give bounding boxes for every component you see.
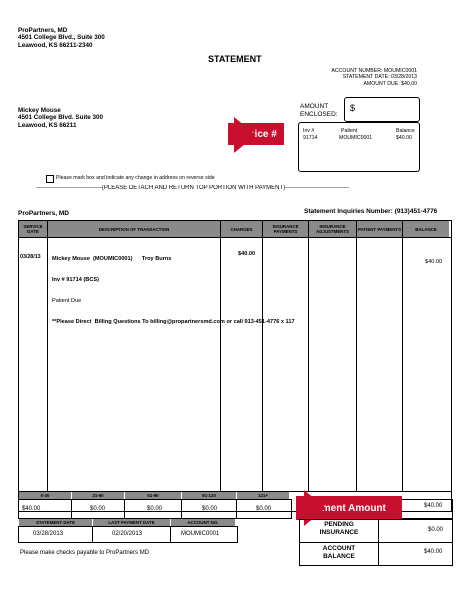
header-charges: CHARGES	[221, 221, 262, 237]
row-description-line2: Inv # 91714 (BCS)	[52, 277, 99, 283]
pending-insurance-label	[302, 521, 376, 536]
balance-label-line2: BALANCE	[323, 552, 355, 560]
recipient-address-line1: 4501 College Blvd. Suite 300	[18, 114, 104, 122]
row-description-line1: Mickey Mouse (MOUMIC0001) Troy Burns	[52, 256, 172, 262]
footer-account-no: MOUMIC0001	[181, 531, 220, 537]
pending-insurance-value: $0.00	[428, 527, 444, 533]
provider-name: ProPartners, MD	[18, 210, 69, 217]
account-number: MOUMIC0001	[383, 68, 417, 74]
pending-label-line1: PENDING	[324, 521, 354, 528]
account-info	[312, 68, 417, 87]
footer-header-statement-date: STATEMENT DATE	[19, 519, 92, 526]
balance-label-line1: ACCOUNT	[322, 545, 356, 552]
total-due-value: $40.00	[424, 503, 443, 509]
payment-arrow-annotation	[296, 496, 402, 520]
account-number-label: ACCOUNT NUMBER:	[331, 68, 383, 74]
column-divider	[308, 220, 309, 491]
header-service-date: SERVICE DATE	[19, 221, 47, 237]
invoice-balance: $40.00	[396, 135, 412, 141]
amount-enclosed-field[interactable]	[344, 97, 420, 122]
header-insurance-adjustments: INSURANCE ADJUSTMENTS	[309, 221, 356, 237]
amount-enclosed-label	[300, 103, 338, 119]
address-change-note: Please mark box and indicate any change in address on reverse side	[56, 175, 215, 181]
aging-divider	[181, 499, 182, 518]
statement-date: 03/28/2013	[391, 74, 417, 81]
aging-header-0-30: 0-30	[19, 492, 71, 499]
aging-header-31-60: 31-60	[72, 492, 124, 499]
row-description-line4: **Please Direct Billing Questions To billing@propartnersmd.com or call 913-451-4776 x 117	[52, 319, 295, 325]
header-insurance-payments: INSURANCE PAYMENTS	[263, 221, 308, 237]
recipient-address	[18, 107, 103, 129]
account-balance-label	[302, 545, 376, 560]
payable-note: Please make checks payable to ProPartners MD	[20, 550, 150, 556]
footer-last-payment-date: 02/20/2013	[112, 531, 143, 537]
footer-header-last-payment: LAST PAYMENT DATE	[93, 519, 170, 526]
column-divider	[402, 220, 403, 491]
invoice-box	[298, 122, 420, 172]
sender-address-line1: 4501 College Blvd., Suite 300	[18, 34, 105, 42]
aging-value-91-120: $0.00	[202, 506, 218, 512]
amount-due-label: AMOUNT DUE:	[363, 80, 400, 87]
aging-header-61-90: 61-90	[125, 492, 181, 499]
footer-header-account-no: ACCOUNT NO.	[171, 519, 235, 526]
aging-header-121-plus: 121+	[237, 492, 289, 499]
statement-date-label: STATEMENT DATE:	[342, 74, 390, 81]
invoice-col-inv: Inv #	[303, 128, 315, 134]
invoice-col-patient: Patient	[341, 128, 358, 134]
row-description-line3: Patient Due	[52, 298, 82, 304]
amount-enclosed-label-line2: ENCLOSED:	[300, 111, 338, 118]
amount-enclosed-label-line1: AMOUNT	[300, 103, 329, 110]
sender-address-line2: Leawood, KS 66211-2340	[18, 41, 93, 49]
header-balance: BALANCE	[403, 221, 449, 237]
footer-divider	[170, 526, 171, 542]
header-description: DESCRIPTION OF TRANSACTION	[48, 221, 220, 237]
row-service-date: 03/28/13	[20, 254, 41, 260]
aging-value-61-90: $0.00	[147, 506, 163, 512]
row-balance: $40.00	[425, 259, 443, 265]
address-change-checkbox[interactable]	[46, 175, 54, 183]
payment-annotation-text: Payment Amount	[304, 502, 386, 514]
row-charges: $40.00	[238, 251, 256, 257]
aging-divider	[124, 499, 125, 518]
invoice-col-balance: Balance	[396, 128, 415, 134]
row-description	[52, 242, 295, 333]
aging-value-0-30: $40.00	[22, 506, 41, 512]
header-divider	[18, 237, 451, 238]
recipient-address-line2: Leawood, KS 66211	[18, 121, 77, 129]
header-patient-payments: PATIENT PAYMENTS	[357, 221, 402, 237]
invoice-number: 91714	[303, 135, 318, 141]
column-divider	[356, 220, 357, 491]
invoice-patient: MOUMIC0001	[339, 135, 373, 141]
invoice-annotation-text: Invoice #	[234, 128, 277, 140]
dollar-sign: $	[350, 103, 356, 113]
footer-statement-date: 03/28/2013	[33, 531, 64, 537]
detach-line: ---------------------------------(PLEASE DETACH AND RETURN TOP PORTION WITH PAYMENT)--------------------------------	[36, 185, 350, 191]
aging-divider	[71, 499, 72, 518]
statement-title: STATEMENT	[208, 54, 262, 64]
pending-label-line2: INSURANCE	[319, 528, 359, 536]
aging-value-31-60: $0.00	[90, 506, 106, 512]
account-balance-value: $40.00	[424, 549, 443, 555]
aging-header-91-120: 91-120	[182, 492, 236, 499]
sender-address	[18, 27, 105, 49]
sender-name: ProPartners, MD	[18, 27, 68, 34]
invoice-arrow-annotation	[228, 123, 284, 145]
inquiries-number: Statement Inquiries Number: (913)451-4776	[304, 208, 438, 215]
amount-due: $40.00	[401, 80, 417, 87]
column-divider	[47, 220, 48, 491]
aging-divider	[236, 499, 237, 518]
recipient-name: Mickey Mouse	[18, 107, 61, 114]
aging-value-121-plus: $0.00	[256, 506, 272, 512]
footer-divider	[92, 526, 93, 542]
